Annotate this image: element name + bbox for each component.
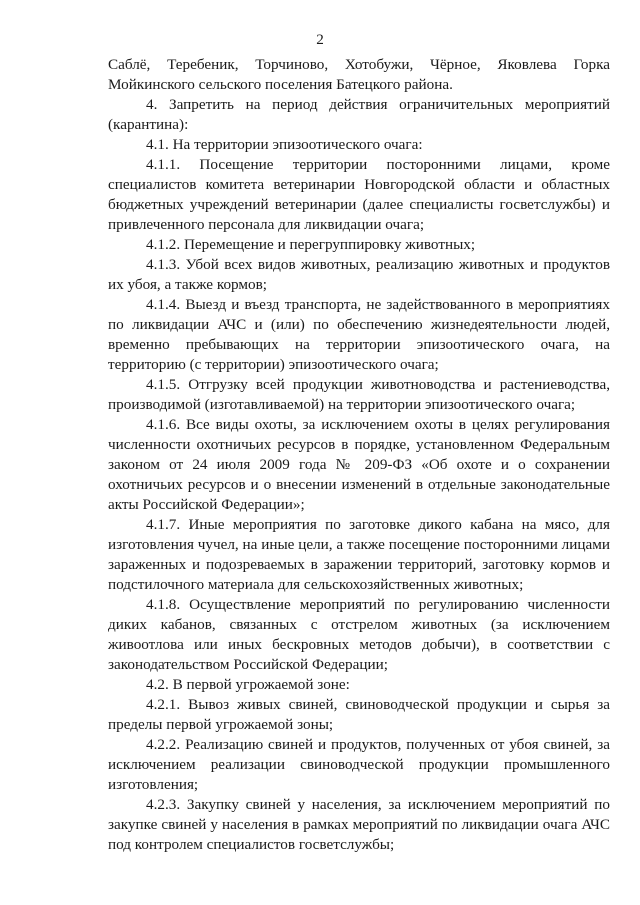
paragraph-4-2-2: 4.2.2. Реализацию свиней и продуктов, полученных от убоя свиней, за исключением реализации свиноводческой продукции промышленного изготовления; [108,736,610,793]
paragraph-4-1-2: 4.1.2. Перемещение и перегруппировку животных; [146,236,476,253]
paragraph-4-1-4: 4.1.4. Выезд и въезд транспорта, не задействованного в мероприятиях по ликвидации АЧС и (или) по обеспечению жизнедеятельности людей, временно пребывающих на территории эпизоотического очага, на территорию (с территории) эпизоотического очага; [108,296,610,373]
page-number: 2 [316,31,324,48]
paragraph-village-list: Саблё, Теребеник, Торчиново, Хотобужи, Чёрное, Яковлева Горка Мойкинского сельского поселения Батецкого района. [108,56,610,93]
paragraph-4-1: 4.1. На территории эпизоотического очага: [146,136,423,153]
paragraph-4-1-6: 4.1.6. Все виды охоты, за исключением охоты в целях регулирования численности охотничьих ресурсов в порядке, установленном Федеральным законом от 24 июля 2009 года № 209-ФЗ «Об охоте и о сохранении охотничьих ресурсов и о внесении изменений в отдельные законодательные акты Российской Федерации»; [108,416,610,513]
paragraph-4-1-7: 4.1.7. Иные мероприятия по заготовке дикого кабана на мясо, для изготовления чучел, на иные цели, а также посещение посторонними лицами зараженных и подозреваемых в заражении территорий, заготовку кормов и подстилочного материала для сельскохозяйственных животных; [108,516,610,593]
paragraph-4-1-8: 4.1.8. Осуществление мероприятий по регулированию численности диких кабанов, связанных с отстрелом животных (за исключением живоотлова или иных бескровных методов добычи), в соответствии с законодательством Российской Федерации; [108,596,610,673]
paragraph-4-1-3: 4.1.3. Убой всех видов животных, реализацию животных и продуктов их убоя, а также кормов; [108,256,610,293]
paragraph-4-1-5: 4.1.5. Отгрузку всей продукции животноводства и растениеводства, производимой (изготавливаемой) на территории эпизоотического очага; [108,376,610,413]
paragraph-4: 4. Запретить на период действия ограничительных мероприятий (карантина): [108,96,610,133]
paragraph-4-1-1: 4.1.1. Посещение территории посторонними лицами, кроме специалистов комитета ветеринарии Новгородской области и областных бюджетных учреждений ветеринарии (далее специалисты госветслужбы) и привлеченного персонала для ликвидации очага; [108,156,610,233]
paragraph-4-2: 4.2. В первой угрожаемой зоне: [146,676,350,693]
paragraph-4-2-3: 4.2.3. Закупку свиней у населения, за исключением мероприятий по закупке свиней у населения в рамках мероприятий по ликвидации очага АЧС под контролем специалистов госветслужбы; [108,796,610,853]
paragraph-4-2-1: 4.2.1. Вывоз живых свиней, свиноводческой продукции и сырья за пределы первой угрожаемой зоны; [108,696,610,733]
document-body [108,55,610,855]
